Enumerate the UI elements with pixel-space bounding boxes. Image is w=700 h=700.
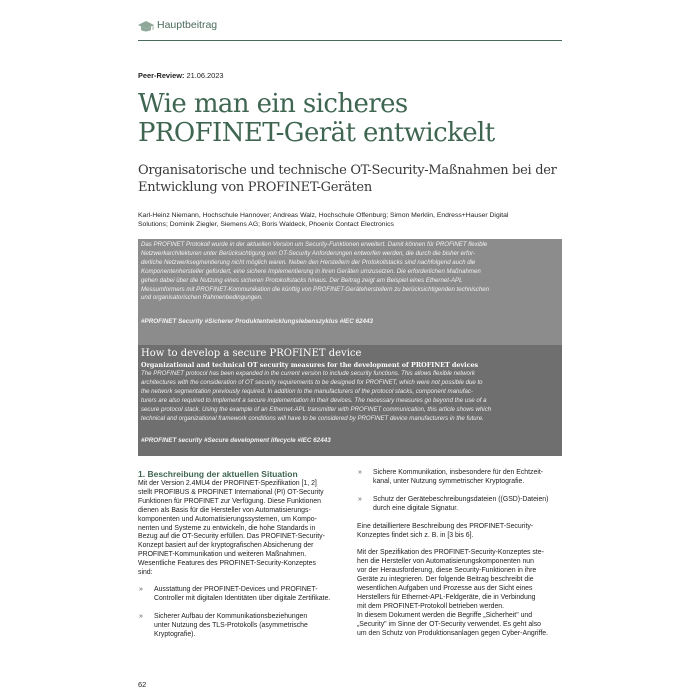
peer-review-line (138, 71, 223, 80)
peer-review-label: Peer-Review: (138, 71, 185, 80)
text-line: Controller mit digitalen Identitäten über digitale Zertifikate. (154, 594, 331, 602)
bullet-item (138, 613, 345, 640)
text-line: wesentlichen Aufgaben und Prozesse aus der Sicht eines (357, 585, 533, 593)
text-line: Konzeptes findet sich z. B. in [3 bis 6]. (357, 531, 474, 539)
abstract-line: gehen dabei über die Nutzung eines sicheren Protokollstacks hinaus. Der Beitrag zeigt am Beispiel eines Ethernet-APL (141, 276, 463, 284)
text-line: kanal, unter Nutzung symmetrischer Kryptografie. (373, 477, 525, 485)
authors-line: Karl-Heinz Niemann, Hochschule Hannover; Andreas Walz, Hochschule Offenburg; Simon Merklin, Endress+Hauser Digital (138, 212, 509, 219)
abstract-english (138, 345, 562, 456)
text-line: Konzept basiert auf der kryptografischen Absicherung der (138, 542, 314, 550)
abstract-english-subheading: Organizational and technical OT security measures for the development of PROFINET devices (141, 361, 479, 369)
bullet-marker: » (139, 612, 143, 620)
text-line: sind: (138, 569, 153, 577)
keywords-english: #PROFINET security #Secure development lifecycle #IEC 62443 (141, 437, 331, 444)
abstract-english-text (141, 370, 559, 423)
title-line: Wie man ein sicheres (138, 89, 408, 119)
abstract-line: The PROFINET protocol has been expanded in the current version to include security functions. This allows flexible network (141, 370, 475, 377)
abstract-line: secure protocol stack. Using the example of an Ethernet-APL transmitter with PROFINET communication, this article shows which (141, 405, 492, 413)
text-line: Kryptografie). (154, 630, 196, 638)
header-divider (138, 40, 562, 41)
abstract-line: turers are also required to implement a secure implementation in their devices. The necessary measures go beyond the use of a (141, 396, 487, 404)
abstract-line: the network segmentation previously required. In addition to the manufacturers of the protocol stacks, component manufac- (141, 387, 473, 395)
authors-line: Solutions; Dominik Ziegler, Siemens AG; Boris Waldeck, Phoenix Contact Electronics (138, 221, 394, 228)
text-line: nenten und Systeme zu entwickeln, die hohe Standards in (138, 524, 316, 532)
abstract-english-heading: How to develop a secure PROFINET device (141, 348, 362, 359)
text-line: durch eine digitale Signatur. (373, 504, 459, 512)
keywords-german: #PROFINET Security #Sicherer Produktentwicklungslebenszyklus #IEC 62443 (141, 318, 374, 325)
text-line: stellt PROFIBUS & PROFINET International (PI) OT-Security (138, 488, 324, 496)
text-line: unter Nutzung des TLS-Protokolls (asymmetrische (154, 621, 308, 629)
body-column-right (357, 469, 562, 639)
bullet-item (138, 586, 345, 604)
abstract-line: architectures with the consideration of OT security requirements to be designed for PROFINET, which were not possible due to (141, 378, 483, 386)
abstract-line: Messumformers mit PROFINET-Kommunikation die künftig von PROFINET-Geräteherstellern zu berücksichtigenden technischen (141, 285, 490, 293)
text-line: Mit der Version 2.4MU4 der PROFINET-Spezifikation [1, 2] (138, 480, 317, 487)
text-line: Wesentliche Features des PROFINET-Security-Konzeptes (138, 560, 316, 568)
peer-review-date: 21.06.2023 (186, 71, 224, 80)
text-line: mit dem PROFINET-Protokoll betrieben werden. (357, 602, 505, 610)
bullet-marker: » (358, 495, 362, 503)
text-line: Eine detailliertere Beschreibung des PROFINET-Security- (357, 522, 534, 530)
paragraph (357, 523, 562, 541)
text-line: Schutz der Gerätebeschreibungsdateien ((GSD)-Dateien) (373, 495, 549, 503)
text-line: dienen als Basis für die Hersteller von Automatisierungs- (138, 506, 311, 514)
text-line: PROFINET-Kommunikation und weiteren Maßnahmen. (138, 551, 307, 559)
title-line: PROFINET-Gerät entwickelt (138, 118, 495, 148)
article-subtitle (138, 162, 568, 196)
text-line: „Security" im Sinne der OT-Security verwendet. Es geht also (357, 620, 541, 628)
abstract-line: Das PROFINET Protokoll wurde in der aktuellen Version um Security-Funktionen erweitert. Damit können für PROFINET flexible (141, 241, 488, 248)
body-column-left (138, 469, 345, 640)
text-line: Bezug auf die OT-Security erfüllen. Das PROFINET-Security- (138, 533, 325, 541)
text-line: komponenten und Automatisierungssystemen, um Kompo- (138, 515, 317, 523)
text-line: um den Schutz von Produktionsanlagen gegen Cyber-Angriffe. (357, 629, 549, 637)
bullet-item (357, 496, 562, 514)
text-line: Mit der Spezifikation des PROFINET-Security-Konzeptes ste- (357, 549, 544, 557)
text-line: Ausstattung der PROFINET-Devices und PROFINET- (154, 585, 318, 593)
abstract-line: Komponentenhersteller gefordert, eine sichere Implementierung in ihren Geräten umzusetzen. Die erforderlichen Maßnahmen (141, 267, 481, 275)
abstract-line: und organisatorischen Rahmenbedingungen. (141, 294, 263, 302)
abstract-german-text (141, 241, 559, 303)
abstract-german (138, 239, 562, 345)
section-header (138, 19, 562, 43)
bullet-marker: » (358, 469, 362, 476)
text-line: In diesem Dokument werden die Begriffe „Sicherheit" und (357, 611, 533, 619)
page-number: 62 (138, 680, 147, 689)
paragraph (357, 549, 562, 638)
graduation-cap-icon (138, 21, 154, 33)
subtitle-line: Organisatorische und technische OT-Security-Maßnahmen bei der (138, 163, 557, 178)
text-line: Sicherer Aufbau der Kommunikationsbeziehungen (154, 612, 308, 620)
abstract-line: derliche Netzwerksegmentierung nicht möglich waren. Neben den Herstellern der Protokollstacks sind nachfolgend auch die (141, 258, 476, 266)
text-line: Sichere Kommunikation, insbesondere für den Echtzeit- (373, 469, 544, 476)
authors (138, 211, 562, 229)
text-line: hen die Hersteller von Automatisierungskomponenten nun (357, 558, 534, 566)
subtitle-line: Entwicklung von PROFINET-Geräten (138, 180, 372, 195)
paragraph (138, 480, 345, 578)
abstract-line: technical and organizational framework conditions will have to be considered by PROFINET device manufacturers in the future. (141, 414, 484, 422)
text-line: Herstellers für Ethernet-APL-Feldgeräte, die in Verbindung (357, 593, 536, 601)
bullet-item (357, 469, 562, 487)
text-line: vor der Herausforderung, diese Security-Funktionen in ihre (357, 567, 537, 575)
text-line: Funktionen für PROFINET zur Verfügung. Diese Funktionen (138, 497, 321, 505)
section-heading: 1. Beschreibung der aktuellen Situation (138, 469, 298, 479)
bullet-marker: » (139, 585, 143, 593)
section-label: Hauptbeitrag (157, 19, 218, 31)
abstract-line: Netzwerkarchitekturen unter Berücksichtigung von OT-Security Anforderungen entworfen werden, die durch die bisher erfor- (141, 249, 476, 257)
article-title (138, 90, 568, 148)
text-line: Geräte zu integrieren. Der folgende Beitrag beschreibt die (357, 576, 534, 584)
